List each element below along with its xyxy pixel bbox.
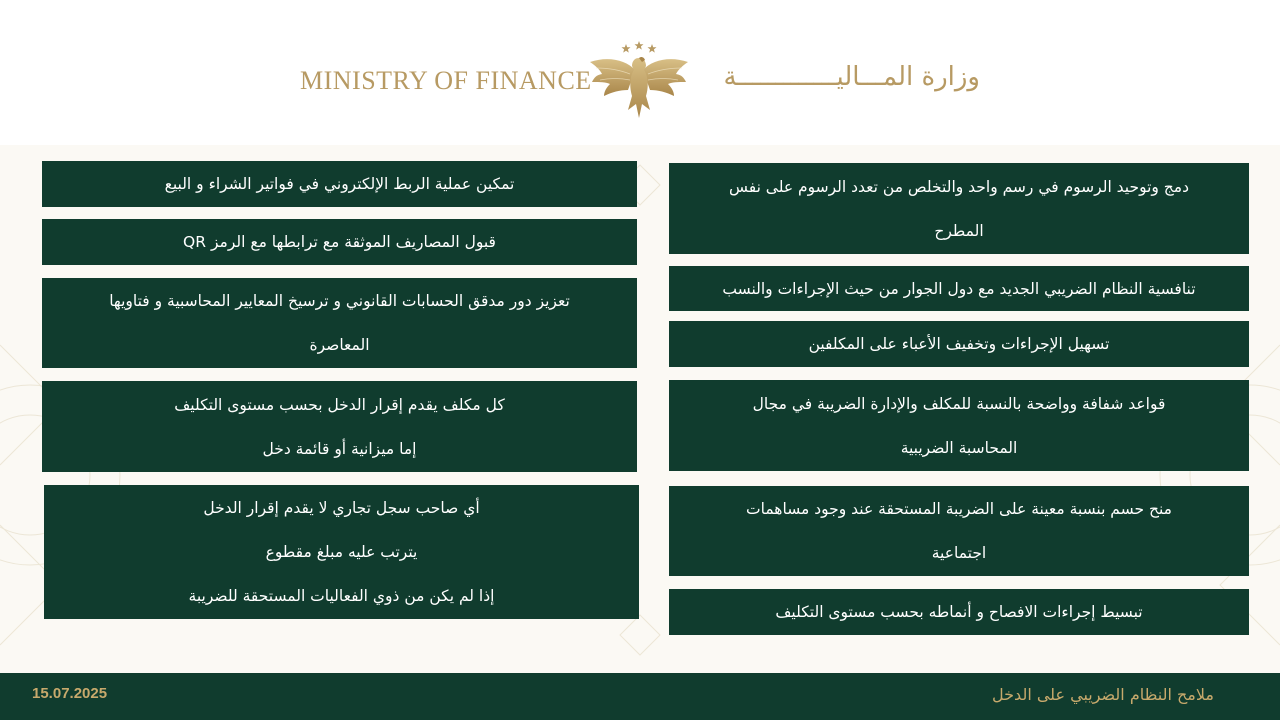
left-card-2 bbox=[42, 219, 637, 265]
card-text-line: المطرح bbox=[934, 221, 984, 240]
card-text-line: تبسيط إجراءات الافصاح و أنماطه بحسب مستوى التكليف bbox=[775, 603, 1143, 621]
card-text-line: إما ميزانية أو قائمة دخل bbox=[262, 439, 417, 458]
card-text-line: كل مكلف يقدم إقرار الدخل بحسب مستوى التكليف bbox=[174, 395, 505, 414]
right-card-2 bbox=[669, 266, 1249, 311]
page-footer bbox=[0, 673, 1280, 720]
page-header bbox=[0, 0, 1280, 145]
card-text-line: أي صاحب سجل تجاري لا يقدم إقرار الدخل bbox=[203, 499, 480, 517]
footer-date: 15.07.2025 bbox=[32, 685, 108, 702]
ministry-title-en: MINISTRY OF FINANCE bbox=[300, 66, 592, 95]
left-card-1 bbox=[42, 161, 637, 207]
card-text-line: تمكين عملية الربط الإلكتروني في فواتير الشراء و البيع bbox=[164, 175, 515, 193]
card-text-line: تسهيل الإجراءات وتخفيف الأعباء على المكلفين bbox=[808, 335, 1110, 353]
card-text-line: إذا لم يكن من ذوي الفعاليات المستحقة للضريبة bbox=[188, 587, 495, 605]
right-card-6 bbox=[669, 589, 1249, 635]
card-text-line: يترتب عليه مبلغ مقطوع bbox=[265, 543, 418, 561]
left-card-4 bbox=[42, 381, 637, 472]
left-card-3 bbox=[42, 278, 637, 368]
right-card-3 bbox=[669, 321, 1249, 367]
footer-title: ملامح النظام الضريبي على الدخل bbox=[992, 685, 1214, 704]
card-text-line: المحاسبة الضريبية bbox=[900, 438, 1018, 457]
card-text-line: المعاصرة bbox=[309, 336, 370, 354]
right-card-1 bbox=[669, 163, 1249, 254]
card-text-line: تنافسية النظام الضريبي الجديد مع دول الجوار من حيث الإجراءات والنسب bbox=[722, 279, 1196, 298]
golden-eagle-emblem-icon bbox=[586, 40, 692, 124]
right-card-5 bbox=[669, 486, 1249, 576]
card-text-line: قواعد شفافة وواضحة بالنسبة للمكلف والإدارة الضريبة في مجال bbox=[752, 394, 1166, 413]
card-text-line: اجتماعية bbox=[931, 544, 987, 562]
card-text-line: منح حسم بنسبة معينة على الضريبة المستحقة عند وجود مساهمات bbox=[746, 500, 1172, 518]
card-text-line: دمج وتوحيد الرسوم في رسم واحد والتخلص من تعدد الرسوم على نفس bbox=[728, 177, 1190, 196]
card-text-line: تعزيز دور مدقق الحسابات القانوني و ترسيخ المعايير المحاسبية و فتاويها bbox=[109, 292, 570, 310]
ministry-title-ar: وزارة المـــاليـــــــــــــة bbox=[723, 62, 980, 92]
card-text-line: قبول المصاريف الموثقة مع ترابطها مع الرمز QR bbox=[183, 233, 496, 251]
right-card-4 bbox=[669, 380, 1249, 471]
left-card-5 bbox=[44, 485, 639, 619]
